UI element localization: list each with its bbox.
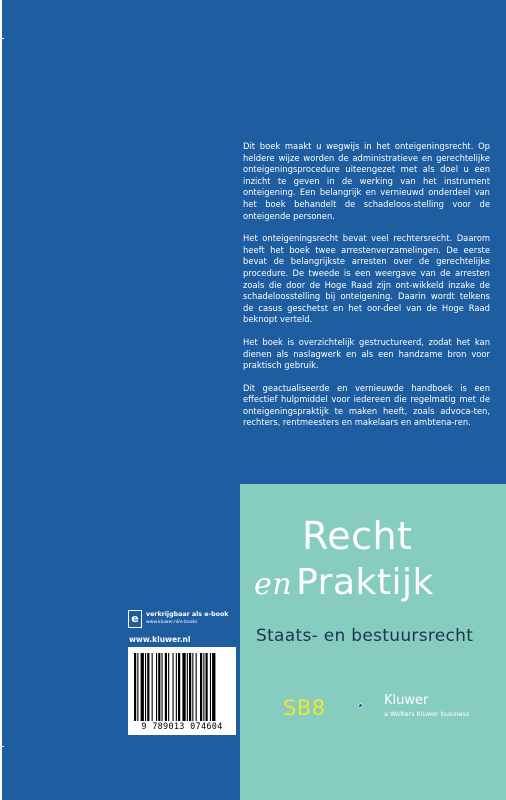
isbn-number: 9 789013 074604 — [141, 722, 223, 732]
crop-mark — [0, 746, 4, 747]
barcode-bar — [162, 653, 163, 721]
barcode-bar — [187, 653, 188, 721]
barcode-bar — [206, 653, 208, 721]
ebook-icon: e — [128, 610, 142, 628]
series-code: SB8 — [283, 696, 326, 720]
barcode-bar — [182, 653, 185, 721]
barcode-bar — [173, 653, 174, 721]
barcode-bar — [165, 653, 167, 721]
publisher-tagline: a Wolters Kluwer business — [384, 710, 470, 718]
barcode-bar — [156, 653, 157, 721]
series-title-en: en — [254, 567, 293, 602]
blurb-text — [243, 141, 490, 440]
publisher-name: Kluwer — [384, 693, 429, 708]
barcode-bar — [212, 653, 215, 721]
barcode-bar — [192, 653, 193, 721]
series-subtitle: Staats- en bestuursrecht — [256, 626, 474, 646]
barcode-bar — [210, 653, 211, 721]
barcode-bar — [168, 653, 169, 721]
barcode-bar — [189, 653, 191, 721]
series-title-praktijk: Praktijk — [296, 562, 434, 603]
ebook-label: verkrijgbaar als e-book — [146, 611, 229, 618]
blurb-paragraph: Dit boek maakt u wegwijs in het onteigeningsrecht. Op heldere wijze worden de administratieve en gerechtelijke onteigeningsprocedure uiteengezet met als doel u een inzicht te geven in de werking van het instrument onteigening. Een belangrijk en vernieuwd onderdeel van het boek behandelt de schadeloos-stelling voor de onteigende personen. — [243, 141, 490, 221]
barcode-bar — [200, 653, 202, 721]
isbn-barcode — [128, 647, 236, 735]
series-title-line2 — [254, 563, 434, 605]
barcode-bar — [147, 653, 149, 721]
barcode-bar — [176, 653, 177, 721]
barcode-bar — [145, 653, 146, 721]
blurb-paragraph: Het boek is overzichtelijk gestructureerd, zodat het kan dienen als naslagwerk en als een handzame bron voor praktisch gebruik. — [243, 336, 490, 371]
barcode-bar — [196, 653, 197, 721]
barcode-bar — [137, 653, 138, 721]
barcode-bar — [203, 653, 204, 721]
barcode-bars — [134, 653, 230, 721]
kluwer-logo-icon — [358, 694, 382, 718]
ebook-url: www.kluwer.nl/e-books — [146, 620, 198, 625]
series-title-recht: Recht — [302, 514, 413, 558]
barcode-bar — [152, 653, 153, 721]
publisher-website: www.kluwer.nl — [129, 635, 191, 644]
blurb-paragraph: Het onteigeningsrecht bevat veel rechtersrecht. Daarom heeft het boek twee arrestenverzamelingen. De eerste bevat de belangrijkste arresten over de gerechtelijke procedure. De tweede is een weergave van de arresten zoals die door de Hoge Raad zijn ont-wikkeld inzake de schadeloosstelling bij onteigening. Daarin wordt telkens de casus geschetst en het oor-deel van de Hoge Raad beknopt verteld. — [243, 233, 490, 325]
barcode-bar — [134, 653, 136, 721]
barcode-bar — [158, 653, 160, 721]
barcode-bar — [178, 653, 180, 721]
blurb-paragraph: Dit geactualiseerde en vernieuwde handboek is een effectief hulpmiddel voor iedereen die regelmatig met de onteigeningspraktijk te maken heeft, zoals advoca-ten, rechters, rentmeesters en makelaars en ambtena-ren. — [243, 382, 490, 428]
crop-mark — [0, 38, 4, 39]
page-edge — [0, 0, 2, 800]
barcode-bar — [141, 653, 144, 721]
